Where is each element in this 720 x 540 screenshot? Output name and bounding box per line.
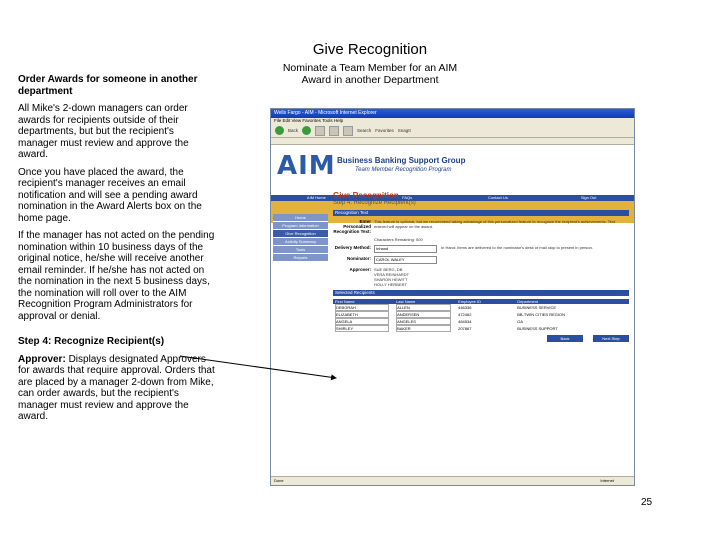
delivery-select[interactable]: Inhand (374, 245, 437, 253)
left-heading: Order Awards for someone in another department (18, 74, 198, 97)
banner-subtitle: Team Member Recognition Program (355, 167, 452, 173)
cell-department: BB-TWIN CITIES REGION (517, 312, 565, 317)
cell-employee-id: 472462 (458, 312, 472, 317)
col-last-name: Last Name (394, 299, 456, 304)
left-para-1: All Mike's 2-down managers can order awards for recipients outside of their departments, but but the recipient's manager must review and approve the award. (18, 103, 189, 160)
section-header: Recognition Text (333, 210, 629, 216)
approver-desc-text: Displays designated Approvers for awards that require approval. Orders that are placed by a manager 2-down from Mike, can order awards, but the recipient's manager must review and approve the award. (18, 353, 215, 422)
sidebar-item-give-recognition[interactable]: Give Recognition (273, 230, 328, 238)
cell-first-name[interactable]: ELIZABETH (335, 311, 389, 318)
approver-item: HOLLY HERBERT (374, 282, 407, 287)
personalized-text-help[interactable]: This feature is optional, but we recommend taking advantage of this personalized feature to recognize the recipient's achievements. Text entered will appear on the award. (374, 219, 616, 229)
nominator-field[interactable]: CAROL WALEY (374, 256, 437, 264)
nav-aim-home[interactable]: AIM Home (306, 195, 326, 200)
step-heading: Step 4: Recognize Recipient(s) (18, 336, 165, 347)
cell-last-name[interactable]: ANGELES (396, 318, 451, 325)
next-step-button[interactable]: Next Step (593, 335, 629, 342)
nav-contact-us[interactable]: Contact Us (487, 195, 508, 200)
delivery-label: Delivery Method: (334, 245, 371, 250)
cell-first-name[interactable]: ANGELA (335, 318, 389, 325)
approver-item: SUE BERG, DB (374, 267, 403, 272)
approver-desc-label: Approver: (18, 353, 66, 365)
left-para-3: If the manager has not acted on the pending nomination within 10 business days of the original notice, he/she will receive another email reminder. If he/she has not acted on the nomination in the next 5 business days, the nomination will roll over to the AIM Recognition Program Administrators for approval or denial. (18, 230, 215, 322)
col-department: Department (515, 299, 629, 304)
cell-last-name[interactable]: ANDERSEN (396, 311, 451, 318)
sidebar-item-home[interactable]: Home (273, 214, 328, 222)
banner-title: Business Banking Support Group (337, 156, 466, 165)
cell-last-name[interactable]: ALLEN (396, 304, 451, 311)
sidebar-item-program-info[interactable]: Program Information (273, 222, 328, 230)
slide-title: Give Recognition (312, 41, 428, 58)
nominator-label: Nominator: (347, 256, 371, 261)
search-label[interactable]: Search (357, 128, 372, 133)
page-number: 25 (641, 497, 653, 508)
page-title: Give Recognition (333, 191, 399, 200)
snagit-label[interactable]: SnagIt (397, 128, 411, 133)
col-employee-id: Employee ID (456, 299, 515, 304)
page-subtitle: Step 4: Recognize Recipient(s) (333, 200, 416, 206)
cell-employee-id: 484534 (458, 319, 472, 324)
browser-menu-bar[interactable]: File Edit View Favorites Tools Help (271, 118, 634, 124)
cell-first-name[interactable]: DEBORAH (335, 304, 389, 311)
cell-first-name[interactable]: SHIRLEY (335, 325, 389, 332)
cell-employee-id: 207867 (458, 326, 472, 331)
personalized-text-label: Enter Personalized Recognition Text: (333, 219, 371, 234)
approver-item: VERA REINHARDT (374, 272, 410, 277)
back-label: Back (288, 128, 299, 133)
approver-label: Approver: (349, 267, 371, 272)
sidebar-item-tools[interactable]: Tools (273, 246, 328, 254)
zone-text: Internet (600, 478, 614, 483)
recipients-header: Selected Recipients (333, 290, 629, 296)
cell-employee-id: 446336 (458, 305, 472, 310)
favorites-label[interactable]: Favorites (375, 128, 394, 133)
cell-last-name[interactable]: BAKER (396, 325, 451, 332)
screenshot-caption: Nominate a Team Member for an AIM Award in another Department (282, 62, 458, 86)
cell-department: BUSINESS SUPPORT (517, 326, 558, 331)
col-first-name: First Name (333, 299, 394, 304)
approver-item: SHARON HEWITT (374, 277, 408, 282)
status-text: Done (274, 478, 284, 483)
sidebar-item-reports[interactable]: Reports (273, 254, 328, 262)
browser-title-bar: Wells Fargo - AIM - Microsoft Internet Explorer (271, 109, 634, 118)
aim-logo: AIM (277, 151, 336, 181)
cell-department: OA (517, 319, 523, 324)
nav-faqs[interactable]: FAQs (402, 195, 413, 200)
chars-remaining: Characters Remaining: 500 (374, 237, 423, 242)
delivery-help: In Hand: Items are delivered to the nominator's desk or mail stop to present in person. (441, 245, 593, 250)
back-button[interactable]: Back (547, 335, 583, 342)
sidebar-item-activity-summary[interactable]: Activity Summary (273, 238, 328, 246)
left-para-2: Once you have placed the award, the recipient's manager receives an email notification and will see a pending award nomination in the Award Alerts box on the home page. (18, 166, 202, 224)
cell-department: BUSINESS SERVICE (517, 305, 557, 310)
nav-sign-out[interactable]: Sign Out (580, 195, 597, 200)
